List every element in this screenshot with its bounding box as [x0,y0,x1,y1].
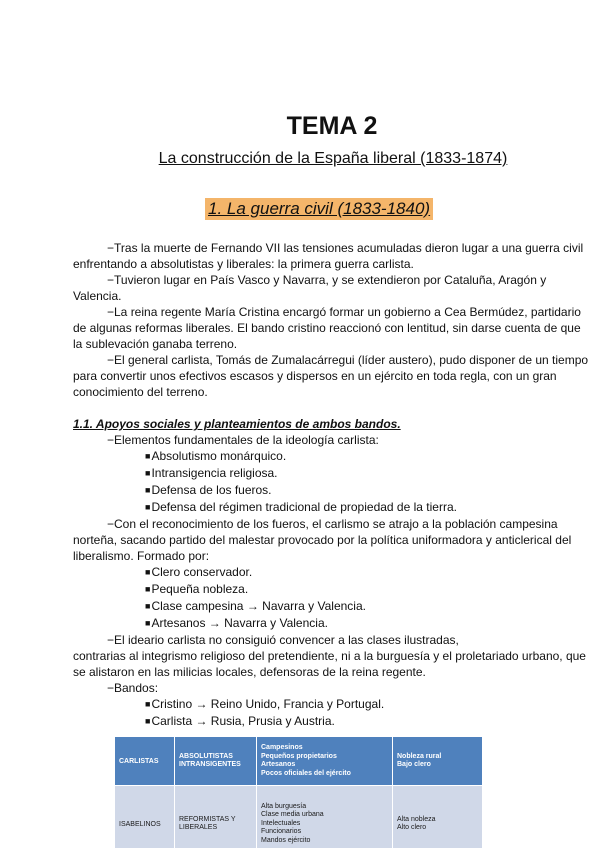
body-text [73,240,593,730]
table-row [115,786,483,848]
table-cell: REFORMISTAS Y LIBERALES [175,786,257,848]
paragraph: −El general carlista, Tomás de Zumalacárregui (líder austero), pudo disponer de un tiempo para convertir unos efectivos escasos y dispersos en un ejército en toda regla, con un gran conocimiento del terreno. [73,353,589,399]
paragraph: −El ideario carlista no consiguió convencer a las clases ilustradas, [107,633,459,647]
table-cell: CARLISTAS [115,737,175,786]
list-item: ■ Defensa del régimen tradicional de propiedad de la tierra. [73,499,593,516]
page-subtitle: La construcción de la España liberal (1833-1874) [158,150,508,167]
table-cell: Alta nobleza Alto clero [393,786,483,848]
page-title: TEMA 2 [286,112,378,140]
section-heading: 1. La guerra civil (1833-1840) [205,198,433,220]
table-cell: Nobleza rural Bajo clero [393,737,483,786]
list-item: ■ Absolutismo monárquico. [73,448,593,465]
bandos-intro: −Bandos: [107,681,159,695]
table-cell: ISABELINOS [115,786,175,848]
paragraph: contrarias al integrismo religioso del pretendiente, ni a la burguesía y el proletariado urbano, que se alistaron en las milicias locales, defensoras de la reina regente. [73,649,586,679]
list-item: ■ Artesanos → Navarra y Valencia. [73,615,593,632]
subsection-heading: 1.1. Apoyos sociales y planteamientos de ambos bandos. [73,417,401,431]
paragraph: −Tuvieron lugar en País Vasco y Navarra, y se extendieron por Cataluña, Aragón y Valencia. [73,273,547,303]
table-cell: Alta burguesía Clase media urbana Intelectuales Funcionarios Mandos ejército [257,786,393,848]
table-row [115,737,483,786]
elements-intro: −Elementos fundamentales de la ideología carlista: [107,433,379,447]
list-item: ■ Intransigencia religiosa. [73,465,593,482]
paragraph: −Tras la muerte de Fernando VII las tensiones acumuladas dieron lugar a una guerra civil enfrentando a absolutistas y liberales: la primera guerra carlista. [73,241,584,271]
list-item: ■ Cristino → Reino Unido, Francia y Portugal. [73,696,593,713]
list-item: ■ Pequeña nobleza. [73,581,593,598]
list-item: ■ Clase campesina → Navarra y Valencia. [73,598,593,615]
list-item: ■ Defensa de los fueros. [73,482,593,499]
paragraph: −La reina regente María Cristina encargó formar un gobierno a Cea Bermúdez, partidario de algunas reformas liberales. El bando cristino reaccionó con lentitud, sin darse cuenta de que la sublevación ganaba terreno. [73,305,581,351]
table-cell: ABSOLUTISTAS INTRANSIGENTES [175,737,257,786]
table-cell: Campesinos Pequeños propietarios Artesanos Pocos oficiales del ejército [257,737,393,786]
factions-table [114,736,482,848]
list-item: ■ Clero conservador. [73,564,593,581]
list-item: ■ Carlista → Rusia, Prusia y Austria. [73,713,593,730]
paragraph: −Con el reconocimiento de los fueros, el carlismo se atrajo a la población campesina norteña, sacando partido del malestar provocado por la política uniformadora y anticlerical del liberalismo. Formado por: [73,517,572,563]
